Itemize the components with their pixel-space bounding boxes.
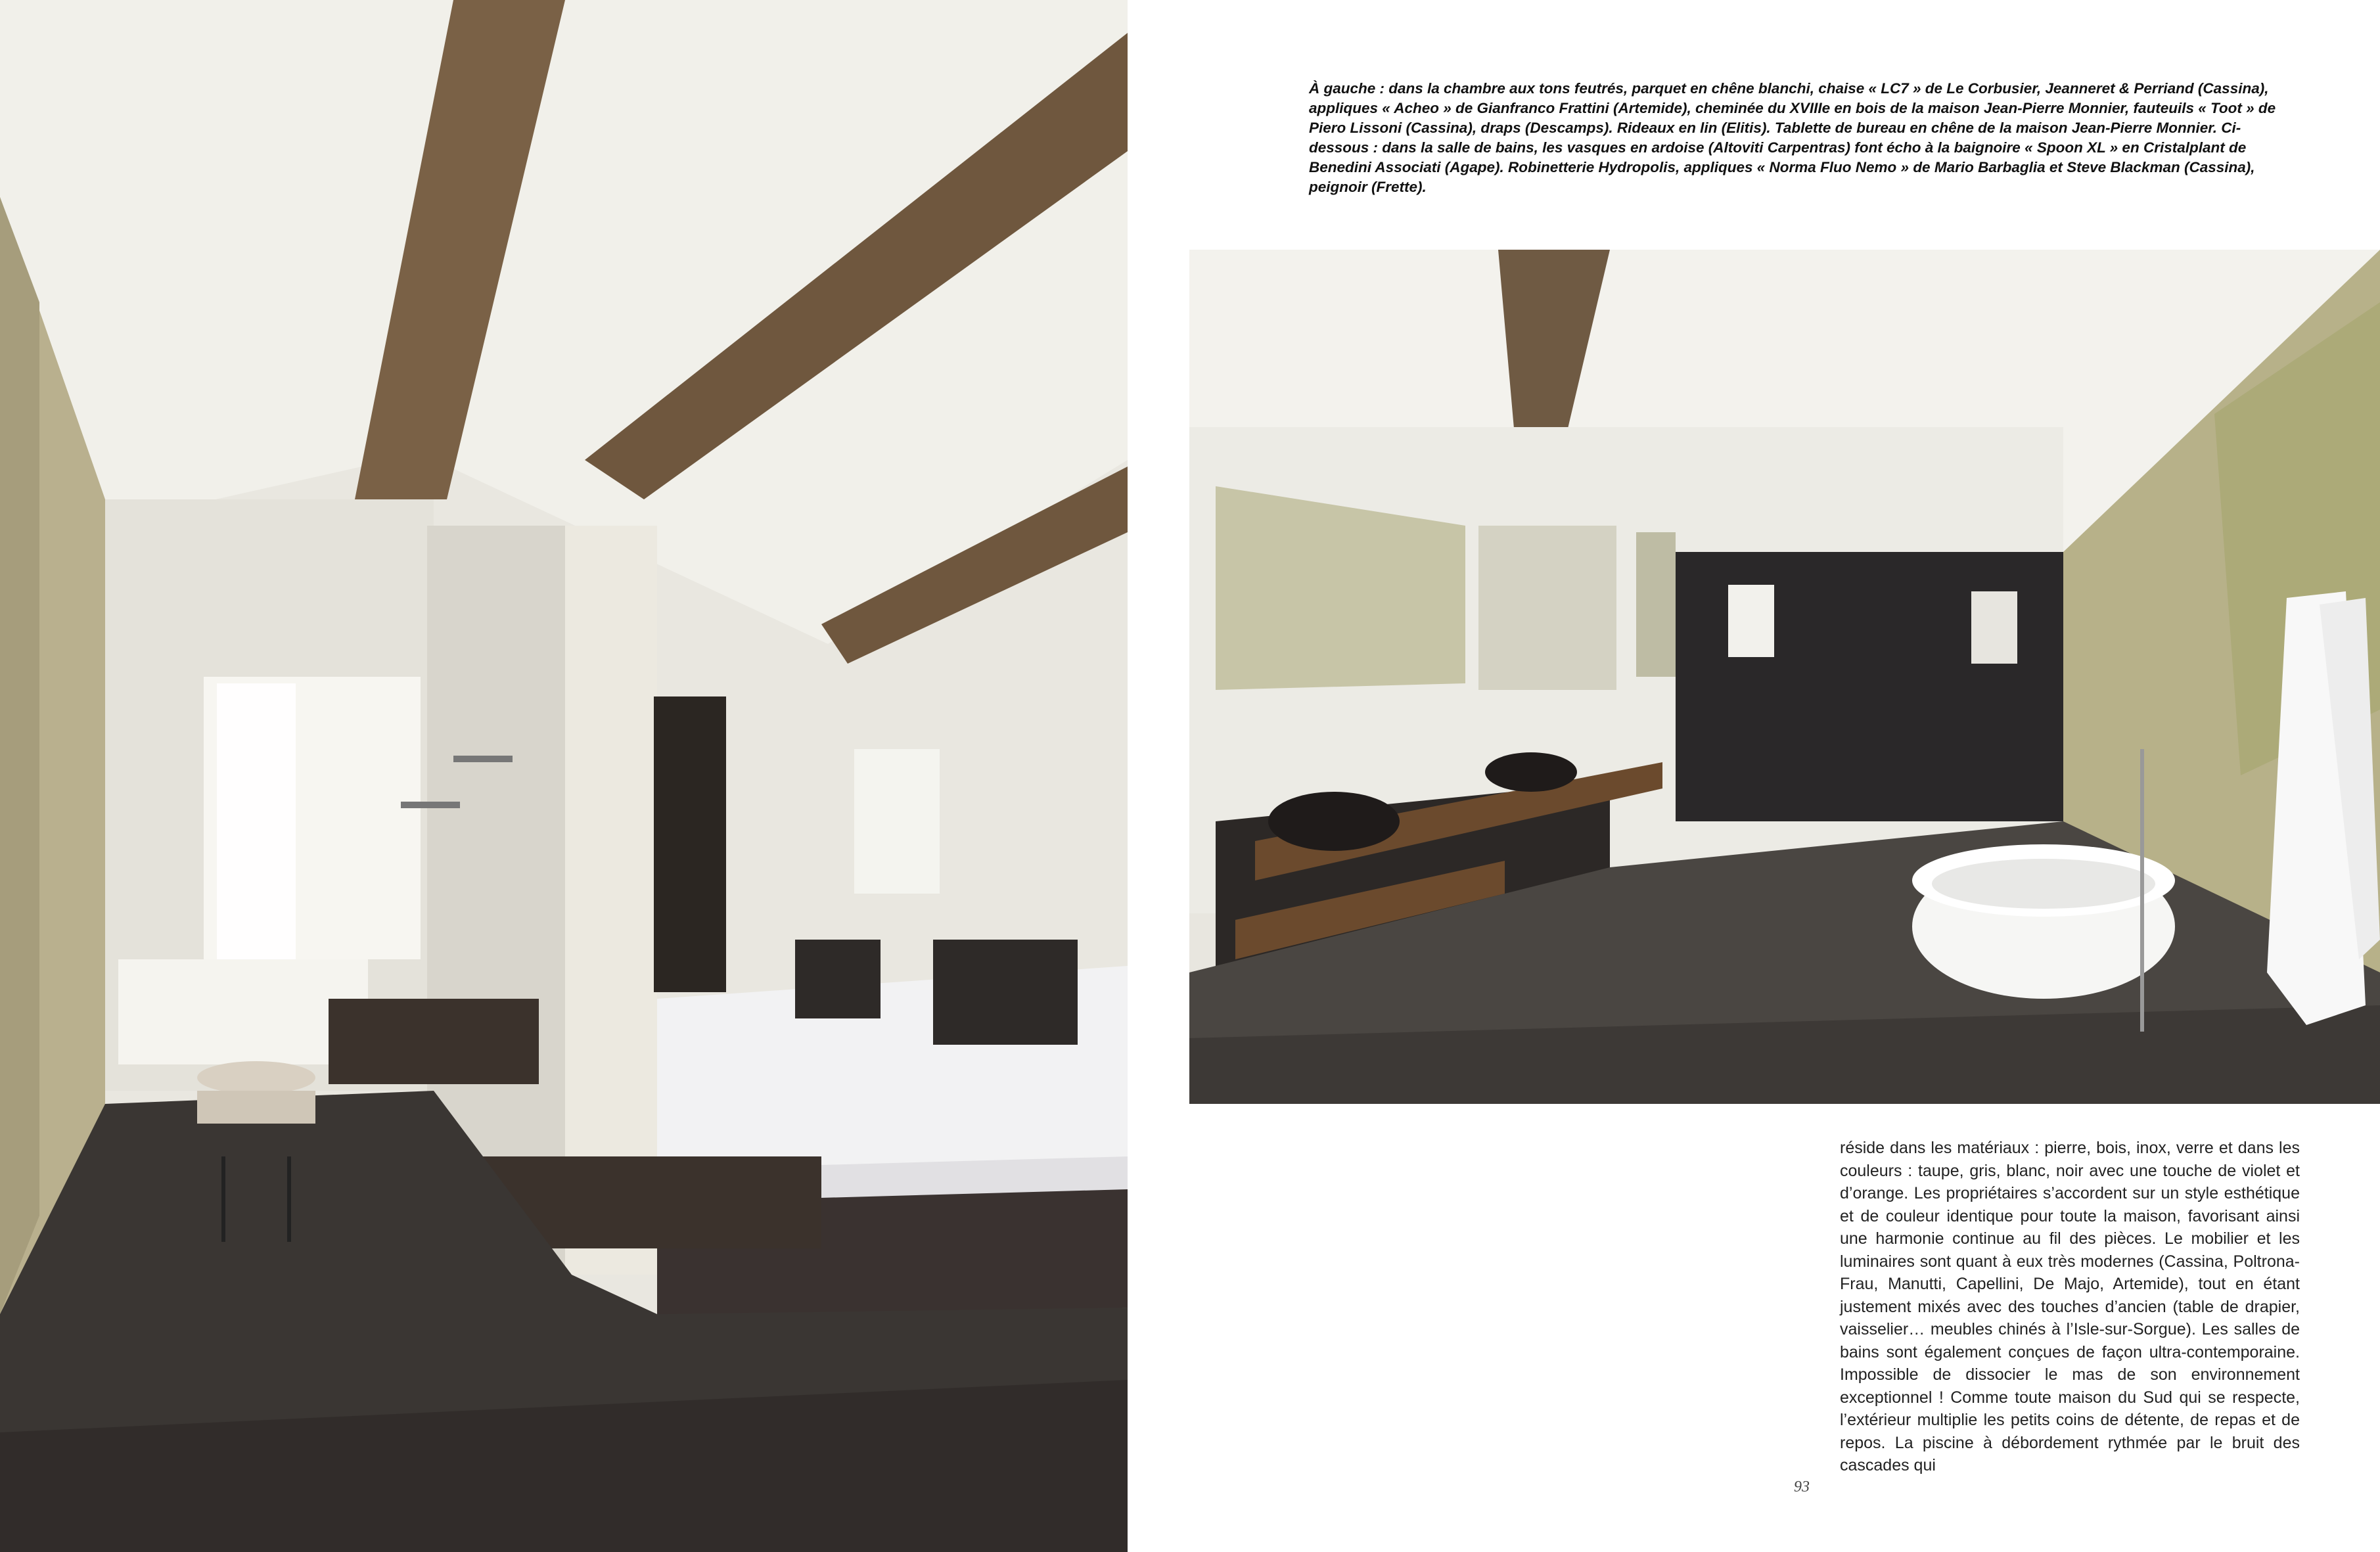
- article-body-text: réside dans les matériaux : pierre, bois, inox, verre et dans les couleurs : taupe, gris, blanc, noir avec une touche de violet et d’orange. Les propriétaires s’accordent sur un style esthétique et de couleur identique pour toute la maison, favorisant ainsi une harmonie continue au fil des pièces. Le mobilier et les luminaires sont quant à eux très modernes (Cassina, Poltrona-Frau, Manutti, Capellini, De Majo, Artemide), tout en étant justement mixés avec des touches d’ancien (table de drapier, vaisselier… meubles chinés à l’Isle-sur-Sorgue). Les salles de bains sont également conçues de façon ultra-contemporaine. Impossible de dissocier le mas de son environnement exceptionnel ! Comme toute maison du Sud qui se respecte, l’extérieur multiplie les petits coins de détente, de repas et de repos. La piscine à débordement rythmée par le bruit des cascades qui: [1840, 1139, 2300, 1474]
- photo-caption: À gauche : dans la chambre aux tons feutrés, parquet en chêne blanchi, chaise « LC7 » de Le Corbusier, Jeanneret & Perriand (Cassina), appliques « Acheo » de Gianfranco Frattini (Artemide), cheminée du XVIIIe en bois de la maison Jean-Pierre Monnier, fauteuils « Toot » de Piero Lissoni (Cassina), draps (Descamps). Rideaux en lin (Elitis). Tablette de bureau en chêne de la maison Jean-Pierre Monnier. Ci-dessous : dans la salle de bains, les vasques en ardoise (Altoviti Carpentras) font écho à la baignoire « Spoon XL » en Cristalplant de Benedini Associati (Agape). Robinetterie Hydropolis, appliques « Norma Fluo Nemo » de Mario Barbaglia et Steve Blackman (Cassina), peignoir (Frette).: [1309, 80, 2276, 195]
- page-number: 93: [1794, 1478, 1810, 1495]
- bathroom-photo: [1189, 250, 2380, 1104]
- bedroom-photo: [0, 0, 1128, 1552]
